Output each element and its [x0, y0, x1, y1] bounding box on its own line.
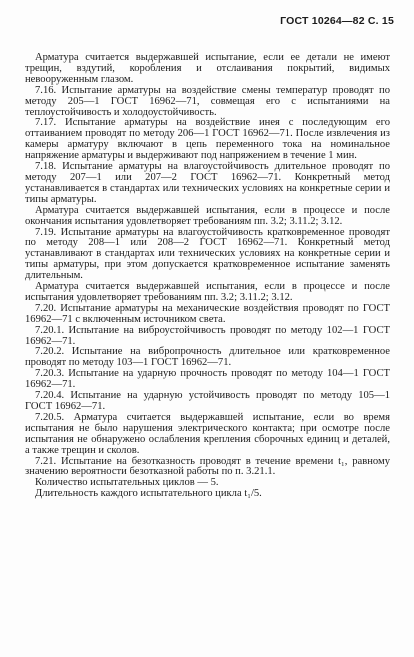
paragraph: Количество испытательных циклов — 5. — [35, 477, 219, 489]
document-body — [25, 53, 390, 500]
paragraph: 7.20.2. Испытание на вибропрочность длительное или кратковременное проводят по методу 103—1 ГОСТ 16962—71. — [25, 346, 390, 369]
standard-number: ГОСТ 10264—82 — [280, 15, 365, 27]
paragraph: 7.16. Испытание арматуры на воздействие смены температур проводят по методу 205—1 ГОСТ 16962—71, совмещая его с испытаниями на теплоустойчивость и холодоустойчивость. — [25, 84, 390, 118]
paragraph: 7.20.4. Испытание на ударную устойчивость проводят по методу 105—1 ГОСТ 16962—71. — [25, 390, 390, 412]
paragraph: 7.21. Испытание на безотказность проводят в течение времени t₁, равному значению вероятности безотказной работы по п. 3.21.1. — [25, 455, 390, 478]
paragraph: 7.20.3. Испытание на ударную прочность проводят по методу 104—1 ГОСТ 16962—71. — [25, 368, 390, 391]
paragraph: Длительность каждого испытательного цикла t₁/5. — [35, 488, 262, 500]
paragraph: Арматура считается выдержавшей испытание, если ее детали не имеют трещин, вздутий, коробления и отслаивания покрытий, видимых невооруженным глазом. — [25, 52, 390, 85]
paragraph: 7.18. Испытание арматуры на влагоустойчивость длительное проводят по методу 207—1 или 207—2 ГОСТ 16962—71. Конкретный метод устанавливается в стандартах или технических условиях на конкретные серии и типы арматуры. — [25, 161, 390, 205]
paragraph: 7.20.1. Испытание на виброустойчивость проводят по методу 102—1 ГОСТ 16962—71. — [25, 324, 390, 347]
paragraph: 7.20. Испытание арматуры на механические воздействия проводят по ГОСТ 16962—71 с включенным источником света. — [25, 302, 390, 325]
page-header — [280, 15, 394, 27]
paragraph: 7.19. Испытание арматуры на влагоустойчивость кратковременное проводят по методу 208—1 или 208—2 ГОСТ 16962—71. Конкретный метод устанавливают в стандартах или технических условиях на конкретные серии и типы арматуры, при этом допускается кратковременное испытание заменять длительным. — [25, 226, 390, 282]
paragraph: Арматура считается выдержавшей испытания, если в процессе и после окончания испытания удовлетворяет требованиям пп. 3.2; 3.11.2; 3.12. — [25, 204, 390, 227]
paragraph: Арматура считается выдержавшей испытания, если в процессе и после испытания удовлетворяет требованиям пп. 3.2; 3.11.2; 3.12. — [25, 281, 390, 303]
page-number: С. 15 — [367, 15, 394, 27]
paragraph: 7.20.5. Арматура считается выдержавшей испытание, если во время испытания не было нарушения электрического контакта; при осмотре после испытания не обнаружено ослабления крепления сборочных единиц и деталей, а также трещин и сколов. — [25, 411, 390, 456]
paragraph: 7.17. Испытание арматуры на воздействие инея с последующим его оттаиванием проводят по методу 206—1 ГОСТ 16962—71. После извлечения из камеры арматуру включают в цепь переменного тока на номинальное напряжение арматуры и выдерживают под напряжением в течение 1 мин. — [25, 117, 390, 162]
